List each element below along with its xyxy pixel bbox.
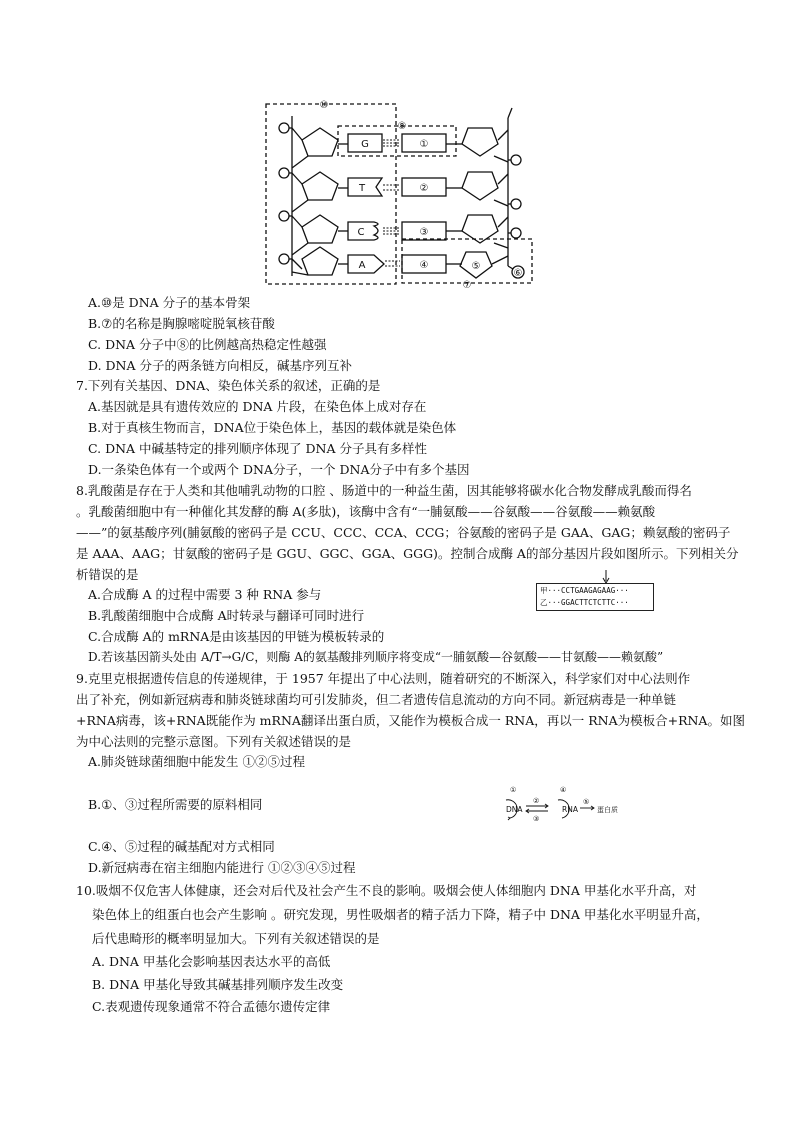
process-3: ③ (533, 815, 540, 823)
q7-option-d: D.一条染色体有一个或两个 DNA分子，一个 DNA分子中有多个基因 (88, 462, 470, 477)
q10-option-b: B. DNA 甲基化导致其碱基排列顺序发生改变 (92, 977, 344, 992)
q10-option-a: A. DNA 甲基化会影响基因表达水平的高低 (92, 954, 331, 969)
process-2: ② (533, 797, 540, 805)
q8-stem-line-2: 。乳酸菌细胞中有一种催化其发酵的酶 A(多肽)，该酶中含有“一脯氨酸——谷氨酸——谷氨酸——赖氨酸 (76, 504, 656, 519)
q7-option-a: A.基因就是具有遗传效应的 DNA 片段，在染色体上成对存在 (88, 399, 427, 414)
base-right-2: ② (419, 183, 429, 194)
q6-option-d: D. DNA 分子的两条链方向相反，碱基序列互补 (88, 358, 352, 373)
q7-option-c: C. DNA 中碱基特定的排列顺序体现了 DNA 分子具有多样性 (88, 441, 427, 456)
q9-stem-line-4: 为中心法则的完整示意图。下列有关叙述错误的是 (76, 734, 352, 749)
base-right-4: ④ (419, 260, 429, 271)
label-8: ⑧ (397, 121, 407, 132)
base-right-3: ③ (419, 227, 429, 238)
q10-stem-line-2: 染色体上的组蛋白也会产生影响 。研究发现，男性吸烟者的精子活力下降，精子中 DNA 甲基化水平明显升高， (92, 907, 709, 922)
q10-stem-line-1: 10.吸烟不仅危害人体健康，还会对后代及社会产生不良的影响。吸烟会使人体细胞内 DNA 甲基化水平升高，对 (76, 883, 697, 898)
q8-option-b: B.乳酸菌细胞中合成酶 A时转录与翻译可同时进行 (88, 608, 365, 623)
central-dogma-diagram (500, 784, 650, 824)
arrow-down-icon (601, 570, 611, 584)
process-4: ④ (560, 786, 567, 794)
q8-stem-line-4: 是 AAA、AAG；甘氨酸的密码子是 GGU、GGC、GGA、GGG)。控制合成酶 A的部分基因片段如图所示。下列相关分 (76, 546, 739, 561)
dna-structure-diagram (262, 96, 534, 292)
q9-stem-line-2: 出了补充，例如新冠病毒和肺炎链球菌均可引发肺炎，但二者遗传信息流动的方向不同。新冠病毒是一种单链 (76, 692, 677, 707)
q8-option-c: C.合成酶 A的 mRNA是由该基因的甲链为模板转录的 (88, 629, 385, 644)
process-1: ① (510, 786, 517, 794)
q9-option-a: A.肺炎链球菌细胞中能发生 ①②⑤过程 (88, 754, 305, 769)
protein-label: 蛋白质 (597, 806, 618, 814)
dna-label: DNA (506, 805, 523, 814)
rna-label: RNA (562, 805, 578, 814)
sequence-yi: 乙···GGACTTCTCTTC··· (540, 598, 629, 607)
base-right-1: ① (419, 139, 429, 150)
q6-option-c: C. DNA 分子中⑧的比例越高热稳定性越强 (88, 337, 327, 352)
q10-stem-line-3: 后代患畸形的概率明显加大。下列有关叙述错误的是 (92, 931, 380, 946)
q8-stem-line-5: 析错误的是 (76, 567, 139, 582)
base-left-4: A (358, 260, 366, 271)
base-left-3: C (357, 227, 365, 238)
gene-sequence-box (536, 583, 654, 611)
label-5: ⑤ (471, 261, 481, 272)
q8-option-a: A.合成酶 A 的过程中需要 3 种 RNA 参与 (88, 587, 322, 602)
base-left-2: T (358, 183, 366, 194)
process-5: ⑤ (583, 798, 590, 806)
q7-option-b: B.对于真核生物而言，DNA位于染色体上，基因的载体就是染色体 (88, 420, 457, 435)
q7-stem: 7.下列有关基因、DNA、染色体关系的叙述，正确的是 (76, 378, 381, 393)
q10-option-c: C.表观遗传现象通常不符合孟德尔遗传定律 (92, 999, 331, 1014)
q8-stem-line-3: ——”的氨基酸序列(脯氨酸的密码子是 CCU、CCC、CCA、CCG；谷氨酸的密码子是 GAA、GAG；赖氨酸的密码子 (76, 525, 731, 540)
q8-stem-line-1: 8.乳酸菌是存在于人类和其他哺乳动物的口腔 、肠道中的一种益生菌，因其能够将碳水化合物发酵成乳酸而得名 (76, 483, 692, 498)
q6-option-a: A.⑩是 DNA 分子的基本骨架 (88, 295, 251, 310)
q9-option-c: C.④、⑤过程的碱基配对方式相同 (88, 839, 275, 854)
label-10: ⑩ (319, 100, 329, 111)
q9-option-b: B.①、③过程所需要的原料相同 (88, 797, 263, 812)
base-left-1: G (361, 139, 369, 150)
label-7: ⑦ (462, 280, 472, 291)
q9-option-d: D.新冠病毒在宿主细胞内能进行 ①②③④⑤过程 (88, 860, 356, 875)
q9-stem-line-1: 9.克里克根据遗传信息的传递规律，于 1957 年提出了中心法则，随着研究的不断深入，科学家们对中心法则作 (76, 671, 691, 686)
sequence-jia: 甲···CCTGAAGAGAAG··· (540, 586, 629, 595)
label-6: ⑥ (513, 268, 523, 279)
q8-option-d: D.若该基因箭头处由 A/T→G/C，则酶 A的氨基酸排列顺序将变成“一脯氨酸—谷氨酸——甘氨酸——赖氨酸” (88, 650, 664, 664)
q9-stem-line-3: +RNA病毒，该+RNA既能作为 mRNA翻译出蛋白质，又能作为模板合成一 RNA，再以一 RNA为模板合+RNA。如图 (76, 713, 745, 728)
q6-option-b: B.⑦的名称是胸腺嘧啶脱氧核苷酸 (88, 316, 275, 331)
